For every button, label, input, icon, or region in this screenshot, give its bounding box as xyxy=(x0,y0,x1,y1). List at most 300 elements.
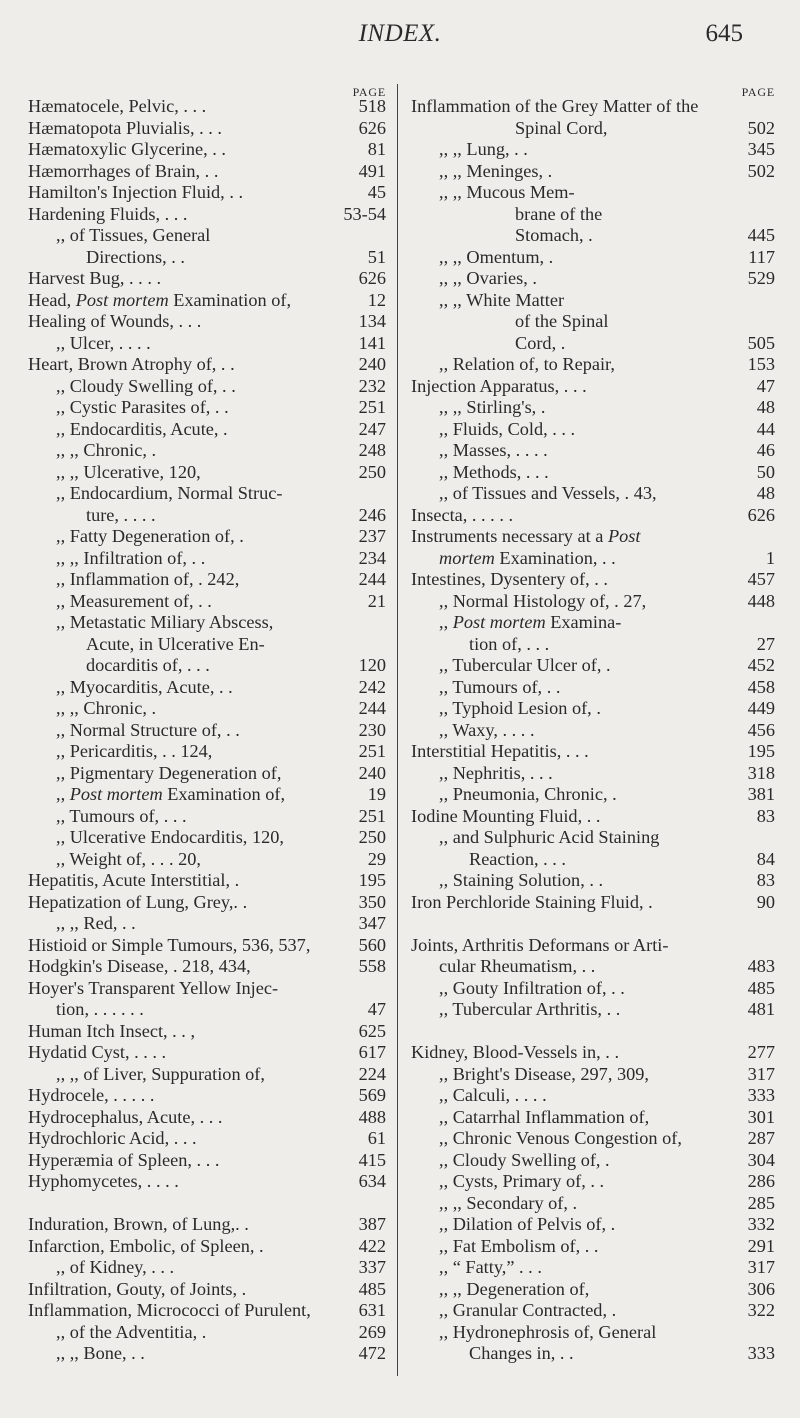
entry-term: ,, Pericarditis, . . 124, xyxy=(56,741,213,761)
entry-page: 244 xyxy=(358,698,386,718)
entry-page: 625 xyxy=(358,1020,386,1041)
entry-page: 48 xyxy=(756,397,775,417)
entry-page: 44 xyxy=(756,418,775,439)
entry-page: 558 xyxy=(358,956,386,976)
entry-term: Hæmatoxylic Glycerine, . . xyxy=(28,139,226,159)
entry-page: 120 xyxy=(358,655,386,675)
entry-term: Hepatitis, Acute Interstitial, . xyxy=(28,870,240,890)
entry-term: ,, Gouty Infiltration of, . . xyxy=(439,977,625,998)
entry-term: ,, Ulcerative Endocarditis, 120, xyxy=(56,827,284,847)
index-entry xyxy=(411,1042,779,1064)
entry-page: 19 xyxy=(367,784,386,804)
entry-term: Insecta, . . . . . xyxy=(411,504,514,525)
entry-term: ,, Granular Contracted, . xyxy=(439,1300,617,1320)
entry-term: ,, Fat Embolism of, . . xyxy=(439,1235,599,1256)
entry-term: ,, Normal Histology of, . 27, xyxy=(439,590,647,611)
index-entry xyxy=(28,591,390,613)
entry-term: Histioid or Simple Tumours, 536, 537, xyxy=(28,934,311,955)
index-entry xyxy=(28,1214,390,1236)
index-entry xyxy=(411,1300,779,1322)
index-entry xyxy=(411,1322,779,1344)
entry-term: Heart, Brown Atrophy of, . . xyxy=(28,354,235,374)
entry-page: 448 xyxy=(747,590,775,611)
entry-page: 45 xyxy=(367,182,386,202)
entry-term: ,, Tumours of, . . xyxy=(439,676,561,697)
entry-page: 291 xyxy=(747,1235,775,1256)
entry-term: Healing of Wounds, . . . xyxy=(28,311,202,331)
index-entry xyxy=(411,526,779,548)
index-entry xyxy=(28,548,390,570)
index-entry xyxy=(411,311,779,333)
entry-term: ,, Myocarditis, Acute, . . xyxy=(56,676,233,697)
entry-term: ,, Ulcer, . . . . xyxy=(56,332,151,353)
entry-term-part: ,, xyxy=(439,612,453,632)
entry-term: ,, ,, Red, . . xyxy=(56,913,136,933)
entry-page: 285 xyxy=(747,1192,775,1213)
entry-page: 1 xyxy=(765,547,775,568)
entry-term: ,, Measurement of, . . xyxy=(56,590,212,611)
entry-term: Hyphomycetes, . . . . xyxy=(28,1171,179,1191)
index-entry xyxy=(28,204,390,226)
entry-term: ,, Chronic Venous Congestion of, xyxy=(439,1128,682,1148)
index-entry xyxy=(411,182,779,204)
index-entry xyxy=(411,1128,779,1150)
index-entry xyxy=(28,376,390,398)
index-entry xyxy=(411,741,779,763)
entry-page: 134 xyxy=(358,311,386,331)
index-entry xyxy=(28,118,390,140)
index-entry xyxy=(28,634,390,656)
entry-term: Iron Perchloride Staining Fluid, . xyxy=(411,891,653,912)
index-entry xyxy=(28,806,390,828)
entry-page: 232 xyxy=(358,375,386,396)
entry-page: 347 xyxy=(358,913,386,933)
entry-term: ,, Cloudy Swelling of, . . xyxy=(56,375,236,396)
entry-term: Hamilton's Injection Fluid, . . xyxy=(28,182,244,202)
entry-term: ,, Catarrhal Inflammation of, xyxy=(439,1106,650,1127)
index-entry xyxy=(28,182,390,204)
entry-term: ,, Bright's Disease, 297, 309, xyxy=(439,1063,649,1084)
index-entry xyxy=(411,677,779,699)
index-entry xyxy=(411,849,779,871)
entry-term: ,, Cystic Parasites of, . . xyxy=(56,397,229,417)
entry-term: tion of, . . . xyxy=(469,633,550,654)
entry-term: ,, Staining Solution, . . xyxy=(439,870,604,890)
entry-page: 242 xyxy=(358,676,386,697)
entry-term: ,, Endocardium, Normal Struc- xyxy=(56,483,283,503)
entry-page: 46 xyxy=(756,440,775,460)
entry-term-part: Examina- xyxy=(545,612,622,632)
index-entry xyxy=(411,698,779,720)
page-number: 645 xyxy=(705,20,743,47)
entry-page: 452 xyxy=(747,655,775,675)
index-entry xyxy=(28,1107,390,1129)
entry-term: Hepatization of Lung, Grey,. . xyxy=(28,891,248,912)
index-entry xyxy=(28,655,390,677)
index-entry xyxy=(411,827,779,849)
entry-page: 237 xyxy=(358,526,386,546)
entry-term: ,, Endocarditis, Acute, . xyxy=(56,418,228,439)
entry-page: 529 xyxy=(747,268,775,288)
entry-page: 141 xyxy=(358,332,386,353)
section-gap xyxy=(411,1021,779,1043)
entry-term: ,, Typhoid Lesion of, . xyxy=(439,698,601,718)
entry-term-part: Examination, . . xyxy=(494,547,616,568)
index-entry xyxy=(28,1257,390,1279)
entry-term: Directions, . . xyxy=(86,246,186,267)
entry-term-part: mortem xyxy=(439,547,495,568)
entry-page: 287 xyxy=(747,1128,775,1148)
entry-term: tion, . . . . . . xyxy=(56,999,144,1019)
entry-page: 277 xyxy=(747,1042,775,1062)
index-entry xyxy=(411,483,779,505)
entry-term: Inflammation, Micrococci of Purulent, xyxy=(28,1300,311,1320)
entry-term: brane of the xyxy=(515,203,603,224)
entry-term: ,, ,, of Liver, Suppuration of, xyxy=(56,1063,265,1084)
entry-page: 381 xyxy=(747,784,775,804)
entry-term xyxy=(439,548,616,570)
index-entry xyxy=(411,1236,779,1258)
entry-page: 51 xyxy=(367,246,386,267)
index-entry xyxy=(411,978,779,1000)
entry-page: 485 xyxy=(358,1278,386,1299)
index-entry xyxy=(28,526,390,548)
index-entry xyxy=(411,612,779,634)
entry-term: ,, Normal Structure of, . . xyxy=(56,719,240,740)
index-entry xyxy=(28,483,390,505)
index-entry xyxy=(28,1150,390,1172)
entry-term: ,, ,, Stirling's, . xyxy=(439,397,546,417)
entry-term: Infarction, Embolic, of Spleen, . xyxy=(28,1235,264,1256)
entry-page: 250 xyxy=(358,461,386,482)
entry-term: docarditis of, . . . xyxy=(86,655,210,675)
entry-term: ,, Methods, . . . xyxy=(439,461,549,482)
index-entry xyxy=(411,268,779,290)
entry-page: 230 xyxy=(358,719,386,740)
page-column-label: PAGE xyxy=(741,85,775,99)
index-entry xyxy=(411,333,779,355)
entry-term: Joints, Arthritis Deformans or Arti- xyxy=(411,934,669,955)
index-entry xyxy=(28,96,390,118)
index-entry xyxy=(411,1171,779,1193)
index-entry xyxy=(28,225,390,247)
index-entry xyxy=(411,591,779,613)
entry-page: 505 xyxy=(747,332,775,353)
index-entry xyxy=(28,354,390,376)
entry-term xyxy=(28,290,291,312)
entry-term: Hyperæmia of Spleen, . . . xyxy=(28,1149,220,1170)
entry-term-part: Post mortem xyxy=(75,289,169,310)
index-entry xyxy=(28,763,390,785)
entry-page: 117 xyxy=(748,246,775,267)
index-entry xyxy=(411,1064,779,1086)
index-entry xyxy=(28,741,390,763)
entry-term: cular Rheumatism, . . xyxy=(439,956,596,976)
entry-term: ,, Cloudy Swelling of, . xyxy=(439,1149,610,1170)
entry-term: ,, Tubercular Ulcer of, . xyxy=(439,655,611,675)
index-column-right xyxy=(411,80,779,1365)
entry-page: 61 xyxy=(367,1128,386,1148)
entry-term: ,, ,, Lung, . . xyxy=(439,139,528,159)
entry-term: Hoyer's Transparent Yellow Injec- xyxy=(28,977,279,998)
entry-page: 251 xyxy=(358,805,386,826)
entry-term: ,, Pigmentary Degeneration of, xyxy=(56,762,282,783)
entry-term: Human Itch Insect, . . , xyxy=(28,1020,196,1041)
entry-term: ,, Nephritis, . . . xyxy=(439,762,553,783)
entry-term: ,, Hydronephrosis of, General xyxy=(439,1321,657,1342)
index-entry xyxy=(28,440,390,462)
entry-term: ,, ,, Chronic, . xyxy=(56,440,157,460)
entry-term xyxy=(411,526,640,548)
entry-page: 488 xyxy=(358,1106,386,1127)
index-entry xyxy=(28,677,390,699)
entry-page: 250 xyxy=(358,827,386,847)
entry-page: 569 xyxy=(358,1085,386,1105)
entry-term: Hæmorrhages of Brain, . . xyxy=(28,160,219,181)
entry-term: Infiltration, Gouty, of Joints, . xyxy=(28,1278,247,1299)
entry-page: 449 xyxy=(747,698,775,718)
index-entry xyxy=(28,1128,390,1150)
entry-page: 332 xyxy=(747,1214,775,1234)
index-entry xyxy=(28,999,390,1021)
entry-page: 306 xyxy=(747,1278,775,1299)
entry-term: Acute, in Ulcerative En- xyxy=(86,633,265,654)
index-entry xyxy=(28,1236,390,1258)
index-entry xyxy=(411,462,779,484)
entry-term: ,, Cysts, Primary of, . . xyxy=(439,1171,605,1191)
entry-page: 387 xyxy=(358,1214,386,1234)
index-entry xyxy=(28,1085,390,1107)
entry-term-part: Examination of, xyxy=(162,784,286,804)
entry-page: 322 xyxy=(747,1300,775,1320)
entry-term: ,, Waxy, . . . . xyxy=(439,719,535,740)
entry-page: 84 xyxy=(756,848,775,869)
entry-page: 234 xyxy=(358,547,386,568)
entry-term xyxy=(439,612,621,634)
entry-term: ,, Pneumonia, Chronic, . xyxy=(439,784,617,804)
entry-page: 286 xyxy=(747,1171,775,1191)
index-entry xyxy=(28,849,390,871)
index-entry xyxy=(411,505,779,527)
index-entry xyxy=(28,1042,390,1064)
index-entry xyxy=(411,247,779,269)
entry-page: 502 xyxy=(747,117,775,138)
entry-page: 333 xyxy=(747,1343,775,1363)
entry-page: 457 xyxy=(747,569,775,589)
index-entry xyxy=(411,892,779,914)
entry-page: 491 xyxy=(358,160,386,181)
index-entry xyxy=(411,1214,779,1236)
entry-term-part: Head, xyxy=(28,289,76,310)
entry-page: 195 xyxy=(358,870,386,890)
entry-page: 422 xyxy=(358,1235,386,1256)
index-entry xyxy=(411,376,779,398)
entry-term: ,, Tubercular Arthritis, . . xyxy=(439,999,621,1019)
entry-term: ,, ,, Mucous Mem- xyxy=(439,182,575,202)
index-entry xyxy=(411,806,779,828)
page-title: INDEX. xyxy=(358,20,442,47)
entry-term: ,, ,, Ulcerative, 120, xyxy=(56,461,201,482)
entry-term-part: Examination of, xyxy=(168,289,292,310)
index-entry xyxy=(411,956,779,978)
index-entry xyxy=(28,247,390,269)
entry-page: 21 xyxy=(367,590,386,611)
index-entry xyxy=(28,1171,390,1193)
entry-term: Iodine Mounting Fluid, . . xyxy=(411,805,601,826)
entry-term: ,, ,, Bone, . . xyxy=(56,1343,145,1363)
index-entry xyxy=(28,720,390,742)
entry-page: 485 xyxy=(747,977,775,998)
entry-page: 518 xyxy=(358,96,386,116)
index-entry xyxy=(411,1085,779,1107)
entry-term: ,, Relation of, to Repair, xyxy=(439,354,615,374)
entry-term: ,, ,, Meninges, . xyxy=(439,160,553,181)
index-entry xyxy=(411,161,779,183)
entry-term: ,, Dilation of Pelvis of, . xyxy=(439,1214,616,1234)
index-entry xyxy=(411,999,779,1021)
page-column-label: PAGE xyxy=(352,85,386,99)
entry-page: 350 xyxy=(358,891,386,912)
entry-term: Hydrochloric Acid, . . . xyxy=(28,1128,197,1148)
entry-term: of the Spinal xyxy=(515,311,609,331)
index-entry xyxy=(411,634,779,656)
entry-term: ,, of the Adventitia, . xyxy=(56,1321,207,1342)
index-entry xyxy=(411,204,779,226)
entry-page: 317 xyxy=(747,1257,775,1277)
index-entry xyxy=(411,935,779,957)
entry-term: ,, Fluids, Cold, . . . xyxy=(439,418,576,439)
entry-page: 415 xyxy=(358,1149,386,1170)
index-entry xyxy=(28,827,390,849)
entry-term: Hydrocele, . . . . . xyxy=(28,1085,155,1105)
entry-page: 634 xyxy=(358,1171,386,1191)
entry-term: Intestines, Dysentery of, . . xyxy=(411,569,608,589)
entry-term-part: Post mortem xyxy=(69,784,163,804)
entry-term: ,, Masses, . . . . xyxy=(439,440,548,460)
entry-term: ,, ,, Chronic, . xyxy=(56,698,157,718)
entry-page: 248 xyxy=(358,440,386,460)
entry-page: 90 xyxy=(756,891,775,912)
entry-term: Hydatid Cyst, . . . . xyxy=(28,1042,167,1062)
entry-term-part: Post xyxy=(607,526,641,546)
entry-term: ,, and Sulphuric Acid Staining xyxy=(439,827,660,847)
entry-term: Harvest Bug, . . . . xyxy=(28,268,162,288)
entry-page: 301 xyxy=(747,1106,775,1127)
index-entry xyxy=(411,225,779,247)
index-entry xyxy=(411,1107,779,1129)
entry-term-part: Instruments necessary at a xyxy=(411,526,608,546)
entry-page: 445 xyxy=(747,225,775,245)
entry-page: 251 xyxy=(358,397,386,417)
index-entry xyxy=(28,333,390,355)
page-column-header xyxy=(411,80,779,99)
entry-page: 81 xyxy=(367,139,386,159)
index-entry xyxy=(28,892,390,914)
index-entry xyxy=(28,397,390,419)
index-entry xyxy=(411,96,779,118)
index-entry xyxy=(28,569,390,591)
entry-term: ,, ,, Infiltration of, . . xyxy=(56,547,206,568)
index-entry xyxy=(28,1279,390,1301)
index-entry xyxy=(28,1300,390,1322)
index-entry xyxy=(28,612,390,634)
entry-page: 224 xyxy=(358,1063,386,1084)
entry-page: 27 xyxy=(756,633,775,654)
index-column-left xyxy=(28,80,390,1365)
entry-page: 502 xyxy=(747,160,775,181)
index-entry xyxy=(411,397,779,419)
entry-page: 50 xyxy=(756,461,775,482)
entry-page: 47 xyxy=(756,375,775,396)
entry-term: ,, Weight of, . . . 20, xyxy=(56,848,201,869)
entry-page: 251 xyxy=(358,741,386,761)
entry-page: 631 xyxy=(358,1300,386,1320)
index-entry xyxy=(411,1343,779,1365)
entry-term: ,, Inflammation of, . 242, xyxy=(56,569,240,589)
index-entry xyxy=(28,311,390,333)
entry-page: 626 xyxy=(747,504,775,525)
index-entry xyxy=(411,569,779,591)
entry-term: Hardening Fluids, . . . xyxy=(28,203,188,224)
entry-page: 483 xyxy=(747,956,775,976)
entry-page: 53-54 xyxy=(343,203,386,224)
index-entry xyxy=(411,720,779,742)
entry-term: ,, ,, Omentum, . xyxy=(439,246,554,267)
entry-page: 304 xyxy=(747,1149,775,1170)
entry-term: Changes in, . . xyxy=(469,1343,574,1363)
entry-term: Stomach, . xyxy=(515,225,593,245)
entry-term: Inflammation of the Grey Matter of the xyxy=(411,96,699,116)
entry-page: 240 xyxy=(358,762,386,783)
index-entry xyxy=(28,419,390,441)
entry-page: 244 xyxy=(358,569,386,589)
index-entry xyxy=(28,913,390,935)
index-entry xyxy=(411,1257,779,1279)
entry-term: ture, . . . . xyxy=(86,504,156,525)
entry-page: 458 xyxy=(747,676,775,697)
entry-term: Kidney, Blood-Vessels in, . . xyxy=(411,1042,620,1062)
running-header xyxy=(0,16,800,56)
index-entry xyxy=(411,1193,779,1215)
index-entry xyxy=(28,1343,390,1365)
entry-page: 626 xyxy=(358,117,386,138)
index-entry xyxy=(28,161,390,183)
entry-term: ,, ,, White Matter xyxy=(439,289,565,310)
index-entry xyxy=(28,784,390,806)
entry-term: ,, Tumours of, . . . xyxy=(56,805,187,826)
index-entry xyxy=(28,139,390,161)
entry-page: 481 xyxy=(747,999,775,1019)
entry-page: 47 xyxy=(367,999,386,1019)
index-entry xyxy=(28,505,390,527)
entry-page: 333 xyxy=(747,1085,775,1105)
entry-term: ,, of Tissues, General xyxy=(56,225,211,245)
section-gap xyxy=(28,1193,390,1215)
entry-page: 240 xyxy=(358,354,386,374)
index-entry xyxy=(28,1021,390,1043)
entry-term: ,, of Tissues and Vessels, . 43, xyxy=(439,483,657,503)
index-entry xyxy=(411,440,779,462)
entry-term: Reaction, . . . xyxy=(469,848,566,869)
entry-page: 83 xyxy=(756,870,775,890)
entry-page: 337 xyxy=(358,1257,386,1277)
entry-term: ,, ,, Secondary of, . xyxy=(439,1192,578,1213)
entry-page: 269 xyxy=(358,1321,386,1342)
index-entry xyxy=(28,978,390,1000)
index-entry xyxy=(411,763,779,785)
entry-term: ,, Metastatic Miliary Abscess, xyxy=(56,612,274,632)
entry-page: 345 xyxy=(747,139,775,159)
